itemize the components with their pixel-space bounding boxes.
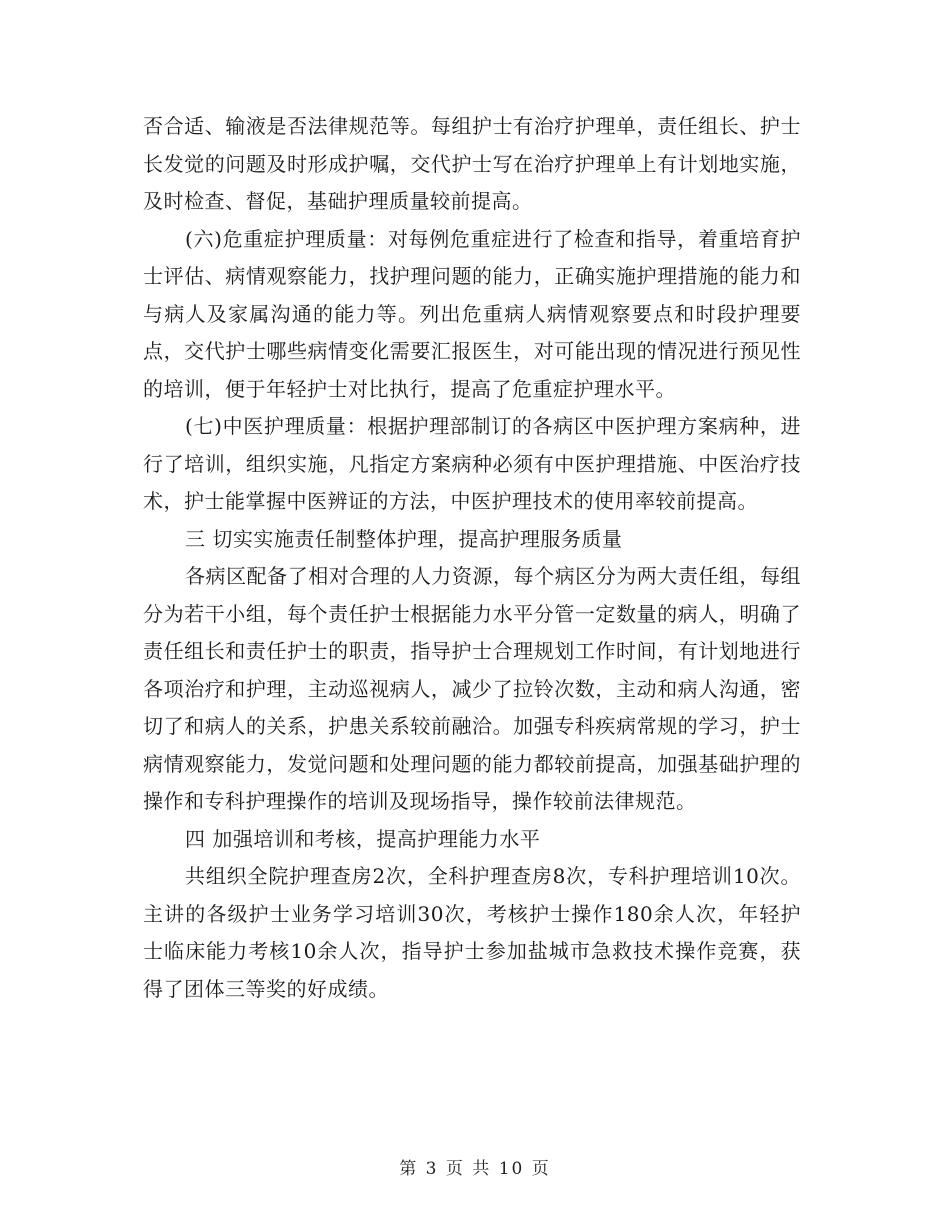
document-body [143,108,801,1008]
section-heading-3: 三 切实实施责任制整体护理，提高护理服务质量 [185,526,623,551]
paragraph-tcm-nursing-quality: (七)中医护理质量：根据护理部制订的各病区中医护理方案病种，进行了培训，组织实施，凡指定方案病种必须有中医护理措施、中医治疗技术，护士能掌握中医辨证的方法，中医护理技术的使用率较前提高。 [143,414,801,513]
paragraph-responsibility-nursing: 各病区配备了相对合理的人力资源，每个病区分为两大责任组，每组分为若干小组，每个责任护士根据能力水平分管一定数量的病人，明确了责任组长和责任护士的职责，指导护士合理规划工作时间，有计划地进行各项治疗和护理，主动巡视病人，减少了拉铃次数，主动和病人沟通，密切了和病人的关系，护患关系较前融洽。加强专科疾病常规的学习，护士病情观察能力，发觉问题和处理问题的能力都较前提高，加强基础护理的操作和专科护理操作的培训及现场指导，操作较前法律规范。 [143,564,801,813]
paragraph-training-assessment: 共组织全院护理查房2次，全科护理查房8次，专科护理培训10次。主讲的各级护士业务学习培训30次，考核护士操作180余人次，年轻护士临床能力考核10余人次，指导护士参加盐城市急救技术操作竞赛，获得了团体三等奖的好成绩。 [143,864,801,1001]
section-heading-4: 四 加强培训和考核，提高护理能力水平 [185,826,541,851]
page-number-footer: 第 3 页 共 10 页 [399,1159,551,1179]
paragraph-continuation: 否合适、输液是否法律规范等。每组护士有治疗护理单，责任组长、护士长发觉的问题及时形成护嘱，交代护士写在治疗护理单上有计划地实施，及时检查、督促，基础护理质量较前提高。 [143,114,801,213]
paragraph-critical-care-quality: (六)危重症护理质量：对每例危重症进行了检查和指导，着重培育护士评估、病情观察能力，找护理问题的能力，正确实施护理措施的能力和与病人及家属沟通的能力等。列出危重病人病情观察要点和时段护理要点，交代护士哪些病情变化需要汇报医生，对可能出现的情况进行预见性的培训，便于年轻护士对比执行，提高了危重症护理水平。 [143,226,801,401]
